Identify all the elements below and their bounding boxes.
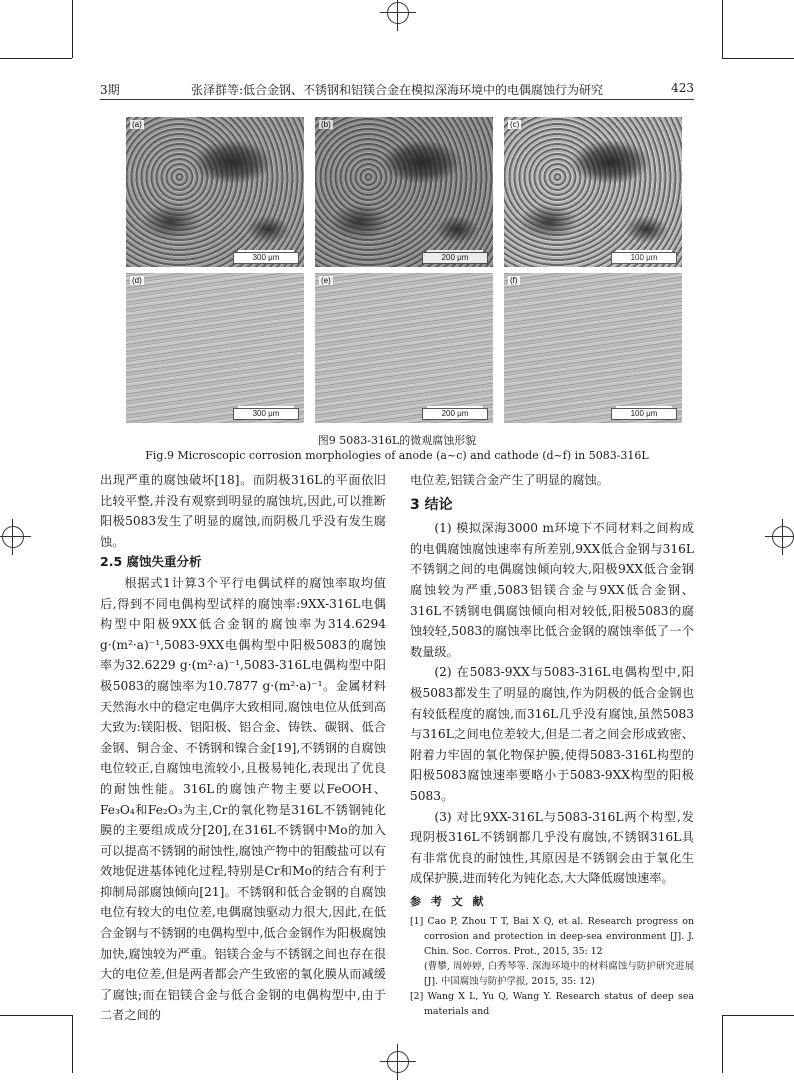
registration-mark-left xyxy=(2,526,24,548)
conclusion-1: (1) 模拟深海3000 m环境下不同材料之间构成的电偶腐蚀腐蚀速率有所差别,9XX低合金钢与316L不锈钢之间的电偶腐蚀倾向较大,阳极9XX低合金钢腐蚀较为严重,5083铝镁合金与9XX低合金钢、316L不锈钢电偶腐蚀倾向相对较低,阳极5083的腐蚀较轻,5083的腐蚀率比低合金钢的腐蚀率低了一个数量级。 xyxy=(410,521,694,659)
references-heading: 参 考 文 献 xyxy=(410,894,487,908)
section-heading: 2.5 腐蚀失重分析 xyxy=(100,554,202,570)
scale-bar: 100 μm xyxy=(611,408,677,420)
panel-c-anode-micrograph xyxy=(504,117,682,267)
right-column xyxy=(410,470,694,1019)
crop-mark-br xyxy=(722,1015,794,1016)
figure-9 xyxy=(126,117,682,425)
scale-bar: 200 μm xyxy=(422,252,488,264)
panel-label: (d) xyxy=(132,276,142,285)
crop-mark-tr xyxy=(722,58,794,59)
paragraph: 出现严重的腐蚀破坏[18]。而阴极316L的平面依旧比较平整,并没有观察到明显的腐蚀坑,因此,可以推断阳极5083发生了明显的腐蚀,而阴极几乎没有发生腐蚀。 xyxy=(100,473,386,549)
crop-mark-bl xyxy=(0,1015,72,1016)
paragraph: 根据式1计算3个平行电偶试样的腐蚀率取均值后,得到不同电偶构型试样的腐蚀率:9XX-316L电偶构型中阳极9XX低合金钢的腐蚀率为314.6294 g·(m²·a)⁻¹,5083-9XX电偶构型中阳极5083的腐蚀率为32.6229 g·(m²·a)⁻¹,5083-316L电偶构型中阳极5083的腐蚀率为10.7877 g·(m²·a)⁻¹。金属材料天然海水中的稳定电偶序大致相同,腐蚀电位从低到高大致为:镁阳极、铝阳极、铝合金、铸铁、碳钢、低合金钢、铜合金、不锈钢和镍合金[19],不锈钢的自腐蚀电位较正,自腐蚀电流较小,且极易钝化,表现出了优良的耐蚀性能。316L的腐蚀产物主要以FeOOH、Fe₃O₄和Fe₂O₃为主,Cr的氧化物是316L不锈钢钝化膜的主要组成成分[20],在316L不锈钢中Mo的加入可以提高不锈钢的耐蚀性,腐蚀产物中的钼酸盐可以有效地促进基体钝化过程,特别是Cr和Mo的结合有利于抑制局部腐蚀倾向[21]。不锈钢和低合金钢的自腐蚀电位有较大的电位差,电偶腐蚀驱动力很大,因此,在低合金钢与不锈钢的电偶构型中,低合金钢作为阳极腐蚀加快,腐蚀较为严重。铝镁合金与不锈钢之间也存在很大的电位差,但是两者都会产生致密的氧化膜从而减缓了腐蚀;而在铝镁合金与低合金钢的电偶构型中,由于二者之间的 xyxy=(100,575,386,1023)
scale-bar: 300 μm xyxy=(233,252,299,264)
reference-item: [2] Wang X L, Yu Q, Wang Y. Research status of deep sea materials and xyxy=(410,991,694,1018)
crop-mark-tl xyxy=(0,58,72,59)
scale-bar: 200 μm xyxy=(422,408,488,420)
crop-mark-br-v xyxy=(722,1015,723,1073)
figure-caption-en: Fig.9 Microscopic corrosion morphologies of anode (a~c) and cathode (d~f) in 5083-316L xyxy=(145,449,649,462)
registration-mark-top xyxy=(387,2,409,24)
panel-a-anode-micrograph xyxy=(126,117,304,267)
panel-label: (b) xyxy=(321,120,331,129)
crop-mark-tr-v xyxy=(722,0,723,58)
page-number: 423 xyxy=(671,81,694,95)
panel-e-cathode-micrograph xyxy=(315,273,493,423)
crop-mark-tl-v xyxy=(72,0,73,58)
panel-b-anode-micrograph xyxy=(315,117,493,267)
registration-mark-right xyxy=(772,526,794,548)
running-header xyxy=(100,79,694,100)
panel-d-cathode-micrograph xyxy=(126,273,304,423)
panel-label: (c) xyxy=(510,120,520,129)
panel-f-cathode-micrograph xyxy=(504,273,682,423)
figure-caption-cn: 图9 5083-316L的微观腐蚀形貌 xyxy=(317,434,477,447)
panel-label: (a) xyxy=(132,120,142,129)
panel-label: (e) xyxy=(321,276,331,285)
registration-mark-bottom xyxy=(387,1051,409,1073)
running-title: 张泽群等:低合金钢、不锈钢和铝镁合金在模拟深海环境中的电偶腐蚀行为研究 xyxy=(190,83,604,97)
paragraph: 电位差,铝镁合金产生了明显的腐蚀。 xyxy=(410,473,609,487)
issue-number: 3期 xyxy=(100,83,120,97)
section-heading: 3 结论 xyxy=(410,496,453,513)
conclusion-3: (3) 对比9XX-316L与5083-316L两个构型,发现阴极316L不锈钢都几乎没有腐蚀,不锈钢316L具有非常优良的耐蚀性,其原因是不锈钢会由于氧化生成保护膜,进而转化为钝化态,大大降低腐蚀速率。 xyxy=(410,809,694,886)
panel-label: (f) xyxy=(510,276,518,285)
scale-bar: 300 μm xyxy=(233,408,299,420)
reference-item: [1] Cao P, Zhou T T, Bai X Q, et al. Research progress on corrosion and protection in deep-sea environment [J]. J. Chin. Soc. Corros. Prot., 2015, 35: 12 xyxy=(410,916,694,958)
crop-mark-bl-v xyxy=(72,1015,73,1073)
conclusion-2: (2) 在5083-9XX与5083-316L电偶构型中,阳极5083都发生了明显的腐蚀,作为阴极的低合金钢也有较低程度的腐蚀,而316L几乎没有腐蚀,虽然5083与316L之间电位差较大,但是二者之间会形成致密、附着力牢固的氧化物保护膜,使得5083-316L构型的阳极5083腐蚀速率要略小于5083-9XX构型的阳极5083。 xyxy=(410,665,694,803)
reference-item-translation: (曹攀, 周婷婷, 白秀琴等. 深海环境中的材料腐蚀与防护研究进展 [J]. 中国腐蚀与防护学报, 2015, 35: 12) xyxy=(424,961,694,988)
scale-bar: 100 μm xyxy=(611,252,677,264)
left-column xyxy=(100,470,386,1026)
